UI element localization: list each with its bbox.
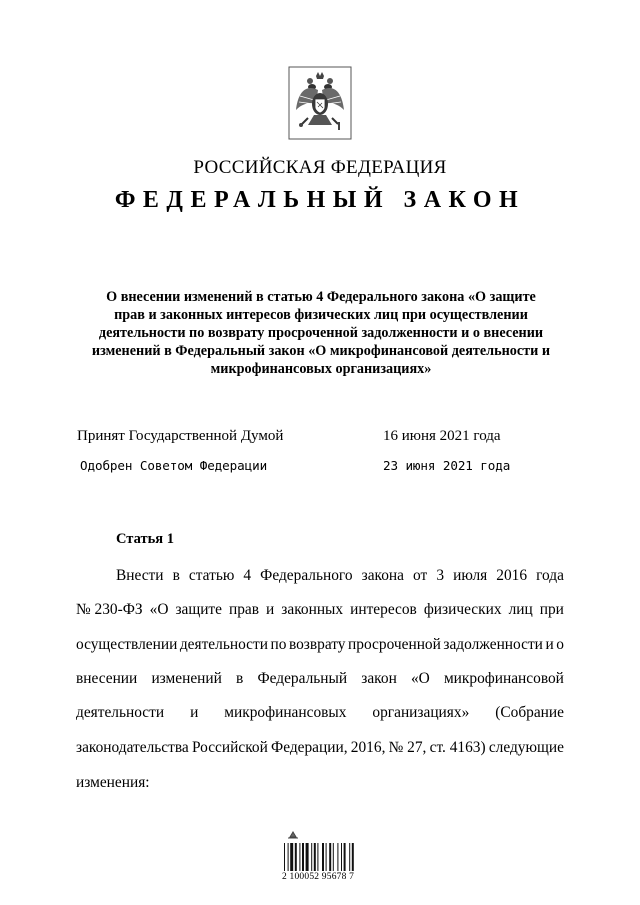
barcode-bar: [295, 843, 297, 871]
barcode-bar: [344, 843, 346, 871]
law-title-line: микрофинансовых организациях»: [210, 361, 432, 377]
barcode-bar: [329, 843, 331, 871]
approved-date: 23 июня 2021 года: [383, 458, 511, 473]
article-word: деятельности: [76, 704, 165, 721]
article-word: статью: [188, 567, 235, 584]
stamp-mark-icon: [288, 832, 298, 838]
article-text-line: [76, 738, 564, 758]
barcode-bar: [302, 843, 304, 871]
barcode-bar: [341, 843, 342, 871]
article-word: 4: [243, 567, 252, 584]
article-word: возврату: [288, 636, 346, 653]
barcode-number: 2 100052 95678 7: [282, 872, 355, 882]
article-heading: Статья 1: [116, 531, 174, 547]
article-word: по: [270, 636, 287, 653]
article-word: в: [172, 567, 180, 584]
article-word: Федерального: [260, 567, 353, 584]
article-word: № 230-ФЗ: [76, 601, 143, 618]
document-type: ФЕДЕРАЛЬНЫЙ ЗАКОН: [114, 187, 526, 213]
barcode-bar: [299, 843, 300, 871]
barcode-bar: [311, 843, 312, 871]
barcode-bar: [352, 843, 354, 871]
article-word: закон: [361, 670, 397, 687]
article-text-line: [76, 635, 564, 655]
country-name: РОССИЙСКАЯ ФЕДЕРАЦИЯ: [193, 157, 447, 178]
barcode: [282, 829, 368, 873]
article-word: при: [539, 601, 564, 618]
article-word: закона: [361, 567, 404, 584]
article-word: внесении: [76, 670, 138, 687]
article-word: и: [545, 636, 554, 653]
article-word: интересов: [350, 601, 417, 618]
article-word: физических: [423, 601, 502, 618]
barcode-bar: [322, 843, 324, 871]
article-word: осуществлении: [76, 636, 178, 653]
article-word: и: [190, 704, 199, 721]
article-word: от: [413, 567, 428, 584]
article-word: задолженности: [443, 636, 543, 653]
article-word: законных: [281, 601, 344, 618]
barcode-bar: [306, 843, 309, 871]
article-word: июля: [453, 567, 488, 584]
barcode-bar: [288, 843, 289, 871]
adopted-date: 16 июня 2021 года: [383, 428, 501, 444]
article-word: 3: [436, 567, 445, 584]
article-text-line: [116, 566, 564, 586]
article-word: 2016,: [350, 739, 386, 756]
adopted-by-duma-label: Принят Государственной Думой: [77, 428, 284, 444]
article-word: Федеральный: [257, 670, 348, 687]
article-word: законодательства: [76, 739, 189, 756]
coat-of-arms-emblem-icon: [288, 66, 352, 140]
article-word: изменения:: [76, 774, 150, 791]
article-word: «О: [410, 670, 430, 687]
article-word: «О: [149, 601, 169, 618]
law-title-line: О внесении изменений в статью 4 Федерального закона «О защите: [106, 289, 536, 305]
article-word: просроченной: [348, 636, 441, 653]
article-word: следующие: [488, 739, 564, 756]
article-word: микрофинансовых: [224, 704, 347, 721]
law-title-line: изменений в Федеральный закон «О микрофинансовой деятельности и: [91, 343, 551, 359]
law-title-line: деятельности по возврату просроченной задолженности и о внесении: [98, 325, 544, 341]
barcode-bar: [337, 843, 338, 871]
article-text-line: [76, 669, 564, 689]
article-word: Внести: [116, 567, 164, 584]
barcode-bar: [349, 843, 350, 871]
article-text-line: [76, 600, 564, 620]
article-text-line: [76, 703, 564, 723]
article-word: защите: [175, 601, 222, 618]
article-word: о: [556, 636, 564, 653]
barcode-bar: [326, 843, 327, 871]
article-word: прав: [229, 601, 260, 618]
article-word: изменений: [151, 670, 222, 687]
article-text-line: [76, 773, 564, 793]
law-title: [72, 288, 570, 378]
barcode-bar: [333, 843, 334, 871]
barcode-bar: [290, 843, 293, 871]
article-word: ст. 4163): [429, 739, 486, 756]
barcode-bar: [284, 843, 285, 871]
article-word: и: [266, 601, 275, 618]
article-word: 2016: [496, 567, 528, 584]
article-word: в: [236, 670, 244, 687]
article-word: Российской: [191, 739, 268, 756]
article-word: микрофинансовой: [443, 670, 564, 687]
article-word: № 27,: [388, 739, 427, 756]
article-word: лиц: [508, 601, 533, 618]
approved-by-council-label: Одобрен Советом Федерации: [80, 458, 268, 473]
law-title-line: прав и законных интересов физических лиц при осуществлении: [114, 307, 528, 323]
barcode-bar: [317, 843, 318, 871]
article-word: Федерации,: [271, 739, 348, 756]
article-word: года: [536, 567, 564, 584]
article-word: деятельности: [179, 636, 268, 653]
article-word: (Собрание: [495, 704, 564, 721]
article-word: организациях»: [372, 704, 470, 721]
barcode-bar: [314, 843, 316, 871]
